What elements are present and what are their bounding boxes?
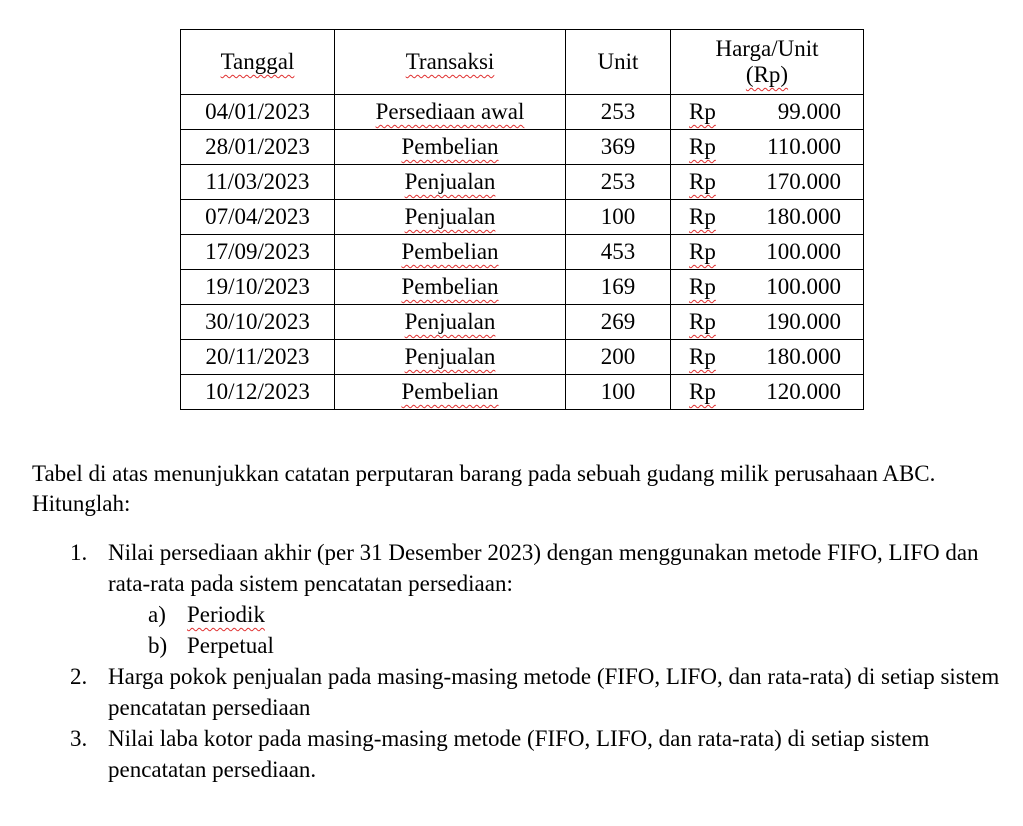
- currency-label: Rp: [689, 204, 716, 229]
- currency-label: Rp: [689, 169, 716, 194]
- question-number: 2.: [70, 664, 88, 689]
- cell-date: 04/01/2023: [181, 95, 335, 130]
- currency-label: Rp: [689, 239, 716, 264]
- table-row: [181, 340, 864, 375]
- cell-price: [671, 165, 864, 200]
- header-price-line2: (Rp): [745, 62, 789, 87]
- header-unit: Unit: [566, 30, 671, 95]
- question-number: 1.: [70, 540, 88, 565]
- currency-label: Rp: [689, 309, 716, 334]
- table-header-row: [181, 30, 864, 95]
- cell-date: 07/04/2023: [181, 200, 335, 235]
- cell-price: [671, 340, 864, 375]
- inventory-table: [180, 29, 864, 410]
- cell-unit: 253: [566, 165, 671, 200]
- cell-date: 28/01/2023: [181, 130, 335, 165]
- cell-price: [671, 270, 864, 305]
- sub-question-letter: a): [148, 602, 166, 627]
- sub-question-text: Periodik: [187, 602, 265, 627]
- question-text: Harga pokok penjualan pada masing-masing metode (FIFO, LIFO, dan rata-rata) di setiap sistem pencatatan persediaan: [108, 664, 1000, 720]
- cell-date: 11/03/2023: [181, 165, 335, 200]
- question-text: Nilai persediaan akhir (per 31 Desember 2023) dengan menggunakan metode FIFO, LIFO dan rata-rata pada sistem pencatatan persediaan:: [108, 540, 979, 596]
- cell-transaction: Penjualan: [335, 200, 566, 235]
- cell-transaction: Pembelian: [335, 235, 566, 270]
- question-item: [70, 723, 1000, 785]
- price-value: 100.000: [766, 239, 841, 264]
- cell-transaction: Pembelian: [335, 375, 566, 410]
- cell-date: 19/10/2023: [181, 270, 335, 305]
- cell-price: [671, 95, 864, 130]
- cell-transaction: Persediaan awal: [335, 95, 566, 130]
- sub-question-list: [108, 599, 1000, 661]
- price-value: 100.000: [766, 274, 841, 299]
- table-row: [181, 305, 864, 340]
- table-row: [181, 235, 864, 270]
- cell-transaction: Penjualan: [335, 305, 566, 340]
- currency-label: Rp: [689, 134, 716, 159]
- price-value: 190.000: [766, 309, 841, 334]
- cell-unit: 453: [566, 235, 671, 270]
- cell-price: [671, 305, 864, 340]
- question-list: [70, 537, 1000, 785]
- table-row: [181, 130, 864, 165]
- currency-label: Rp: [689, 274, 716, 299]
- table-row: [181, 270, 864, 305]
- intro-paragraph: Tabel di atas menunjukkan catatan perputaran barang pada sebuah gudang milik perusahaan ABC. Hitunglah:: [32, 461, 936, 516]
- header-price-line1: Harga/Unit: [715, 36, 819, 61]
- price-value: 170.000: [766, 169, 841, 194]
- sub-question-text: Perpetual: [187, 633, 274, 658]
- price-value: 180.000: [766, 344, 841, 369]
- header-transaction: Transaksi: [335, 30, 566, 95]
- price-value: 180.000: [766, 204, 841, 229]
- table-row: [181, 375, 864, 410]
- price-value: 120.000: [766, 379, 841, 404]
- table-row: [181, 95, 864, 130]
- header-date: Tanggal: [181, 30, 335, 95]
- cell-unit: 169: [566, 270, 671, 305]
- header-price: [671, 30, 864, 95]
- cell-transaction: Penjualan: [335, 340, 566, 375]
- question-text: Nilai laba kotor pada masing-masing metode (FIFO, LIFO, dan rata-rata) di setiap sistem pencatatan persediaan.: [108, 726, 930, 782]
- cell-date: 30/10/2023: [181, 305, 335, 340]
- table-row: [181, 200, 864, 235]
- price-value: 99.000: [777, 99, 841, 124]
- cell-price: [671, 130, 864, 165]
- cell-date: 17/09/2023: [181, 235, 335, 270]
- cell-transaction: Pembelian: [335, 270, 566, 305]
- cell-price: [671, 235, 864, 270]
- question-item: [70, 661, 1000, 723]
- currency-label: Rp: [689, 99, 716, 124]
- currency-label: Rp: [689, 379, 716, 404]
- cell-date: 10/12/2023: [181, 375, 335, 410]
- cell-transaction: Pembelian: [335, 130, 566, 165]
- cell-unit: 253: [566, 95, 671, 130]
- cell-unit: 200: [566, 340, 671, 375]
- sub-question-item: [148, 599, 1000, 630]
- cell-date: 20/11/2023: [181, 340, 335, 375]
- sub-question-item: [148, 630, 1000, 661]
- cell-price: [671, 200, 864, 235]
- sub-question-letter: b): [148, 633, 168, 658]
- cell-transaction: Penjualan: [335, 165, 566, 200]
- cell-unit: 100: [566, 375, 671, 410]
- table-row: [181, 165, 864, 200]
- question-number: 3.: [70, 726, 88, 751]
- currency-label: Rp: [689, 344, 716, 369]
- cell-unit: 100: [566, 200, 671, 235]
- cell-unit: 369: [566, 130, 671, 165]
- cell-unit: 269: [566, 305, 671, 340]
- price-value: 110.000: [767, 134, 841, 159]
- cell-price: [671, 375, 864, 410]
- question-item: [70, 537, 1000, 661]
